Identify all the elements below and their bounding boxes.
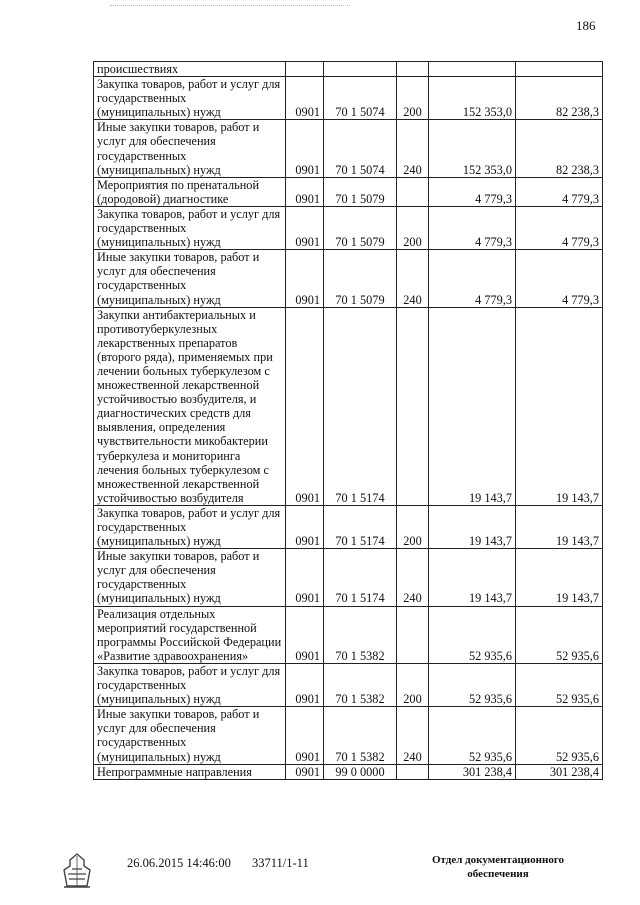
- row-name: Иные закупки товаров, работ и услуг для обеспечения государственных (муниципальных) нужд: [94, 549, 286, 606]
- table-row: [94, 307, 603, 505]
- row-amount-1: 4 779,3: [429, 177, 516, 206]
- table-row: [94, 250, 603, 307]
- row-amount-1: 4 779,3: [429, 206, 516, 249]
- row-expense-kind: 240: [397, 120, 429, 177]
- row-expense-kind: 240: [397, 250, 429, 307]
- row-amount-1: 4 779,3: [429, 250, 516, 307]
- row-section-code: 0901: [286, 120, 324, 177]
- table-row: [94, 120, 603, 177]
- row-amount-2: 301 238,4: [516, 764, 603, 779]
- row-amount-2: 52 935,6: [516, 707, 603, 764]
- row-expense-kind: [397, 764, 429, 779]
- row-name: Иные закупки товаров, работ и услуг для обеспечения государственных (муниципальных) нужд: [94, 707, 286, 764]
- row-section-code: 0901: [286, 707, 324, 764]
- row-target-code: 99 0 0000: [324, 764, 397, 779]
- row-name: происшествиях: [94, 62, 286, 77]
- row-name: Закупка товаров, работ и услуг для государственных (муниципальных) нужд: [94, 663, 286, 706]
- row-section-code: [286, 62, 324, 77]
- row-target-code: 70 1 5382: [324, 663, 397, 706]
- row-expense-kind: 200: [397, 505, 429, 548]
- row-expense-kind: 200: [397, 77, 429, 120]
- row-name: Реализация отдельных мероприятий государственной программы Российской Федерации «Развитие здравоохранения»: [94, 606, 286, 663]
- row-name: Закупка товаров, работ и услуг для государственных (муниципальных) нужд: [94, 505, 286, 548]
- scan-mark: [110, 5, 350, 6]
- row-section-code: 0901: [286, 250, 324, 307]
- coat-of-arms-icon: [60, 850, 94, 890]
- row-amount-2: 4 779,3: [516, 250, 603, 307]
- table-row: [94, 764, 603, 779]
- table-row: [94, 206, 603, 249]
- row-amount-2: 52 935,6: [516, 663, 603, 706]
- row-section-code: 0901: [286, 177, 324, 206]
- row-amount-2: 19 143,7: [516, 307, 603, 505]
- row-target-code: 70 1 5174: [324, 549, 397, 606]
- row-amount-1: 19 143,7: [429, 549, 516, 606]
- row-section-code: 0901: [286, 77, 324, 120]
- table-row: [94, 505, 603, 548]
- budget-table: [93, 61, 603, 780]
- row-amount-2: 52 935,6: [516, 606, 603, 663]
- row-target-code: 70 1 5079: [324, 250, 397, 307]
- table-row: [94, 606, 603, 663]
- row-amount-2: 82 238,3: [516, 120, 603, 177]
- row-section-code: 0901: [286, 505, 324, 548]
- row-target-code: [324, 62, 397, 77]
- footer-doc-number: 33711/1-11: [252, 856, 309, 870]
- row-amount-1: 52 935,6: [429, 663, 516, 706]
- row-section-code: 0901: [286, 206, 324, 249]
- row-name: Мероприятия по пренатальной (дородовой) диагностике: [94, 177, 286, 206]
- row-amount-1: 52 935,6: [429, 606, 516, 663]
- row-name: Закупки антибактериальных и противотуберкулезных лекарственных препаратов (второго ряда), применяемых при лечении больных туберкулезом с множественной лекарственной устойчивостью возбудителя, и диагностических средств для выявления, определения чувствительности микобактерии туберкулеза и мониторинга лечения больных туберкулезом с множественной лекарственной устойчивостью возбудителя: [94, 307, 286, 505]
- row-name: Иные закупки товаров, работ и услуг для обеспечения государственных (муниципальных) нужд: [94, 120, 286, 177]
- row-name: Закупка товаров, работ и услуг для государственных (муниципальных) нужд: [94, 77, 286, 120]
- row-expense-kind: 240: [397, 707, 429, 764]
- row-expense-kind: 200: [397, 663, 429, 706]
- row-target-code: 70 1 5382: [324, 707, 397, 764]
- row-expense-kind: 200: [397, 206, 429, 249]
- footer-datetime: 26.06.2015 14:46:00: [127, 856, 231, 870]
- footer-department: Отдел документационного обеспечения: [431, 854, 565, 880]
- row-amount-1: 19 143,7: [429, 505, 516, 548]
- table-row: [94, 62, 603, 77]
- row-amount-2: 4 779,3: [516, 206, 603, 249]
- row-section-code: 0901: [286, 549, 324, 606]
- row-name: Иные закупки товаров, работ и услуг для обеспечения государственных (муниципальных) нужд: [94, 250, 286, 307]
- row-amount-1: [429, 62, 516, 77]
- row-section-code: 0901: [286, 606, 324, 663]
- row-target-code: 70 1 5174: [324, 307, 397, 505]
- row-name: Непрограммные направления: [94, 764, 286, 779]
- row-section-code: 0901: [286, 663, 324, 706]
- row-target-code: 70 1 5074: [324, 120, 397, 177]
- row-amount-2: [516, 62, 603, 77]
- row-target-code: 70 1 5079: [324, 177, 397, 206]
- row-amount-2: 82 238,3: [516, 77, 603, 120]
- row-amount-1: 52 935,6: [429, 707, 516, 764]
- row-expense-kind: 240: [397, 549, 429, 606]
- row-target-code: 70 1 5382: [324, 606, 397, 663]
- table-row: [94, 663, 603, 706]
- page-number: 186: [576, 18, 596, 33]
- row-target-code: 70 1 5174: [324, 505, 397, 548]
- table-row: [94, 549, 603, 606]
- row-amount-1: 152 353,0: [429, 120, 516, 177]
- row-expense-kind: [397, 177, 429, 206]
- row-target-code: 70 1 5079: [324, 206, 397, 249]
- table-row: [94, 707, 603, 764]
- row-amount-2: 19 143,7: [516, 549, 603, 606]
- row-expense-kind: [397, 606, 429, 663]
- table-row: [94, 177, 603, 206]
- row-expense-kind: [397, 307, 429, 505]
- row-section-code: 0901: [286, 764, 324, 779]
- row-amount-1: 301 238,4: [429, 764, 516, 779]
- row-amount-1: 19 143,7: [429, 307, 516, 505]
- budget-table-body: [94, 62, 603, 780]
- row-amount-2: 19 143,7: [516, 505, 603, 548]
- table-row: [94, 77, 603, 120]
- row-section-code: 0901: [286, 307, 324, 505]
- row-name: Закупка товаров, работ и услуг для государственных (муниципальных) нужд: [94, 206, 286, 249]
- row-target-code: 70 1 5074: [324, 77, 397, 120]
- row-amount-1: 152 353,0: [429, 77, 516, 120]
- row-expense-kind: [397, 62, 429, 77]
- row-amount-2: 4 779,3: [516, 177, 603, 206]
